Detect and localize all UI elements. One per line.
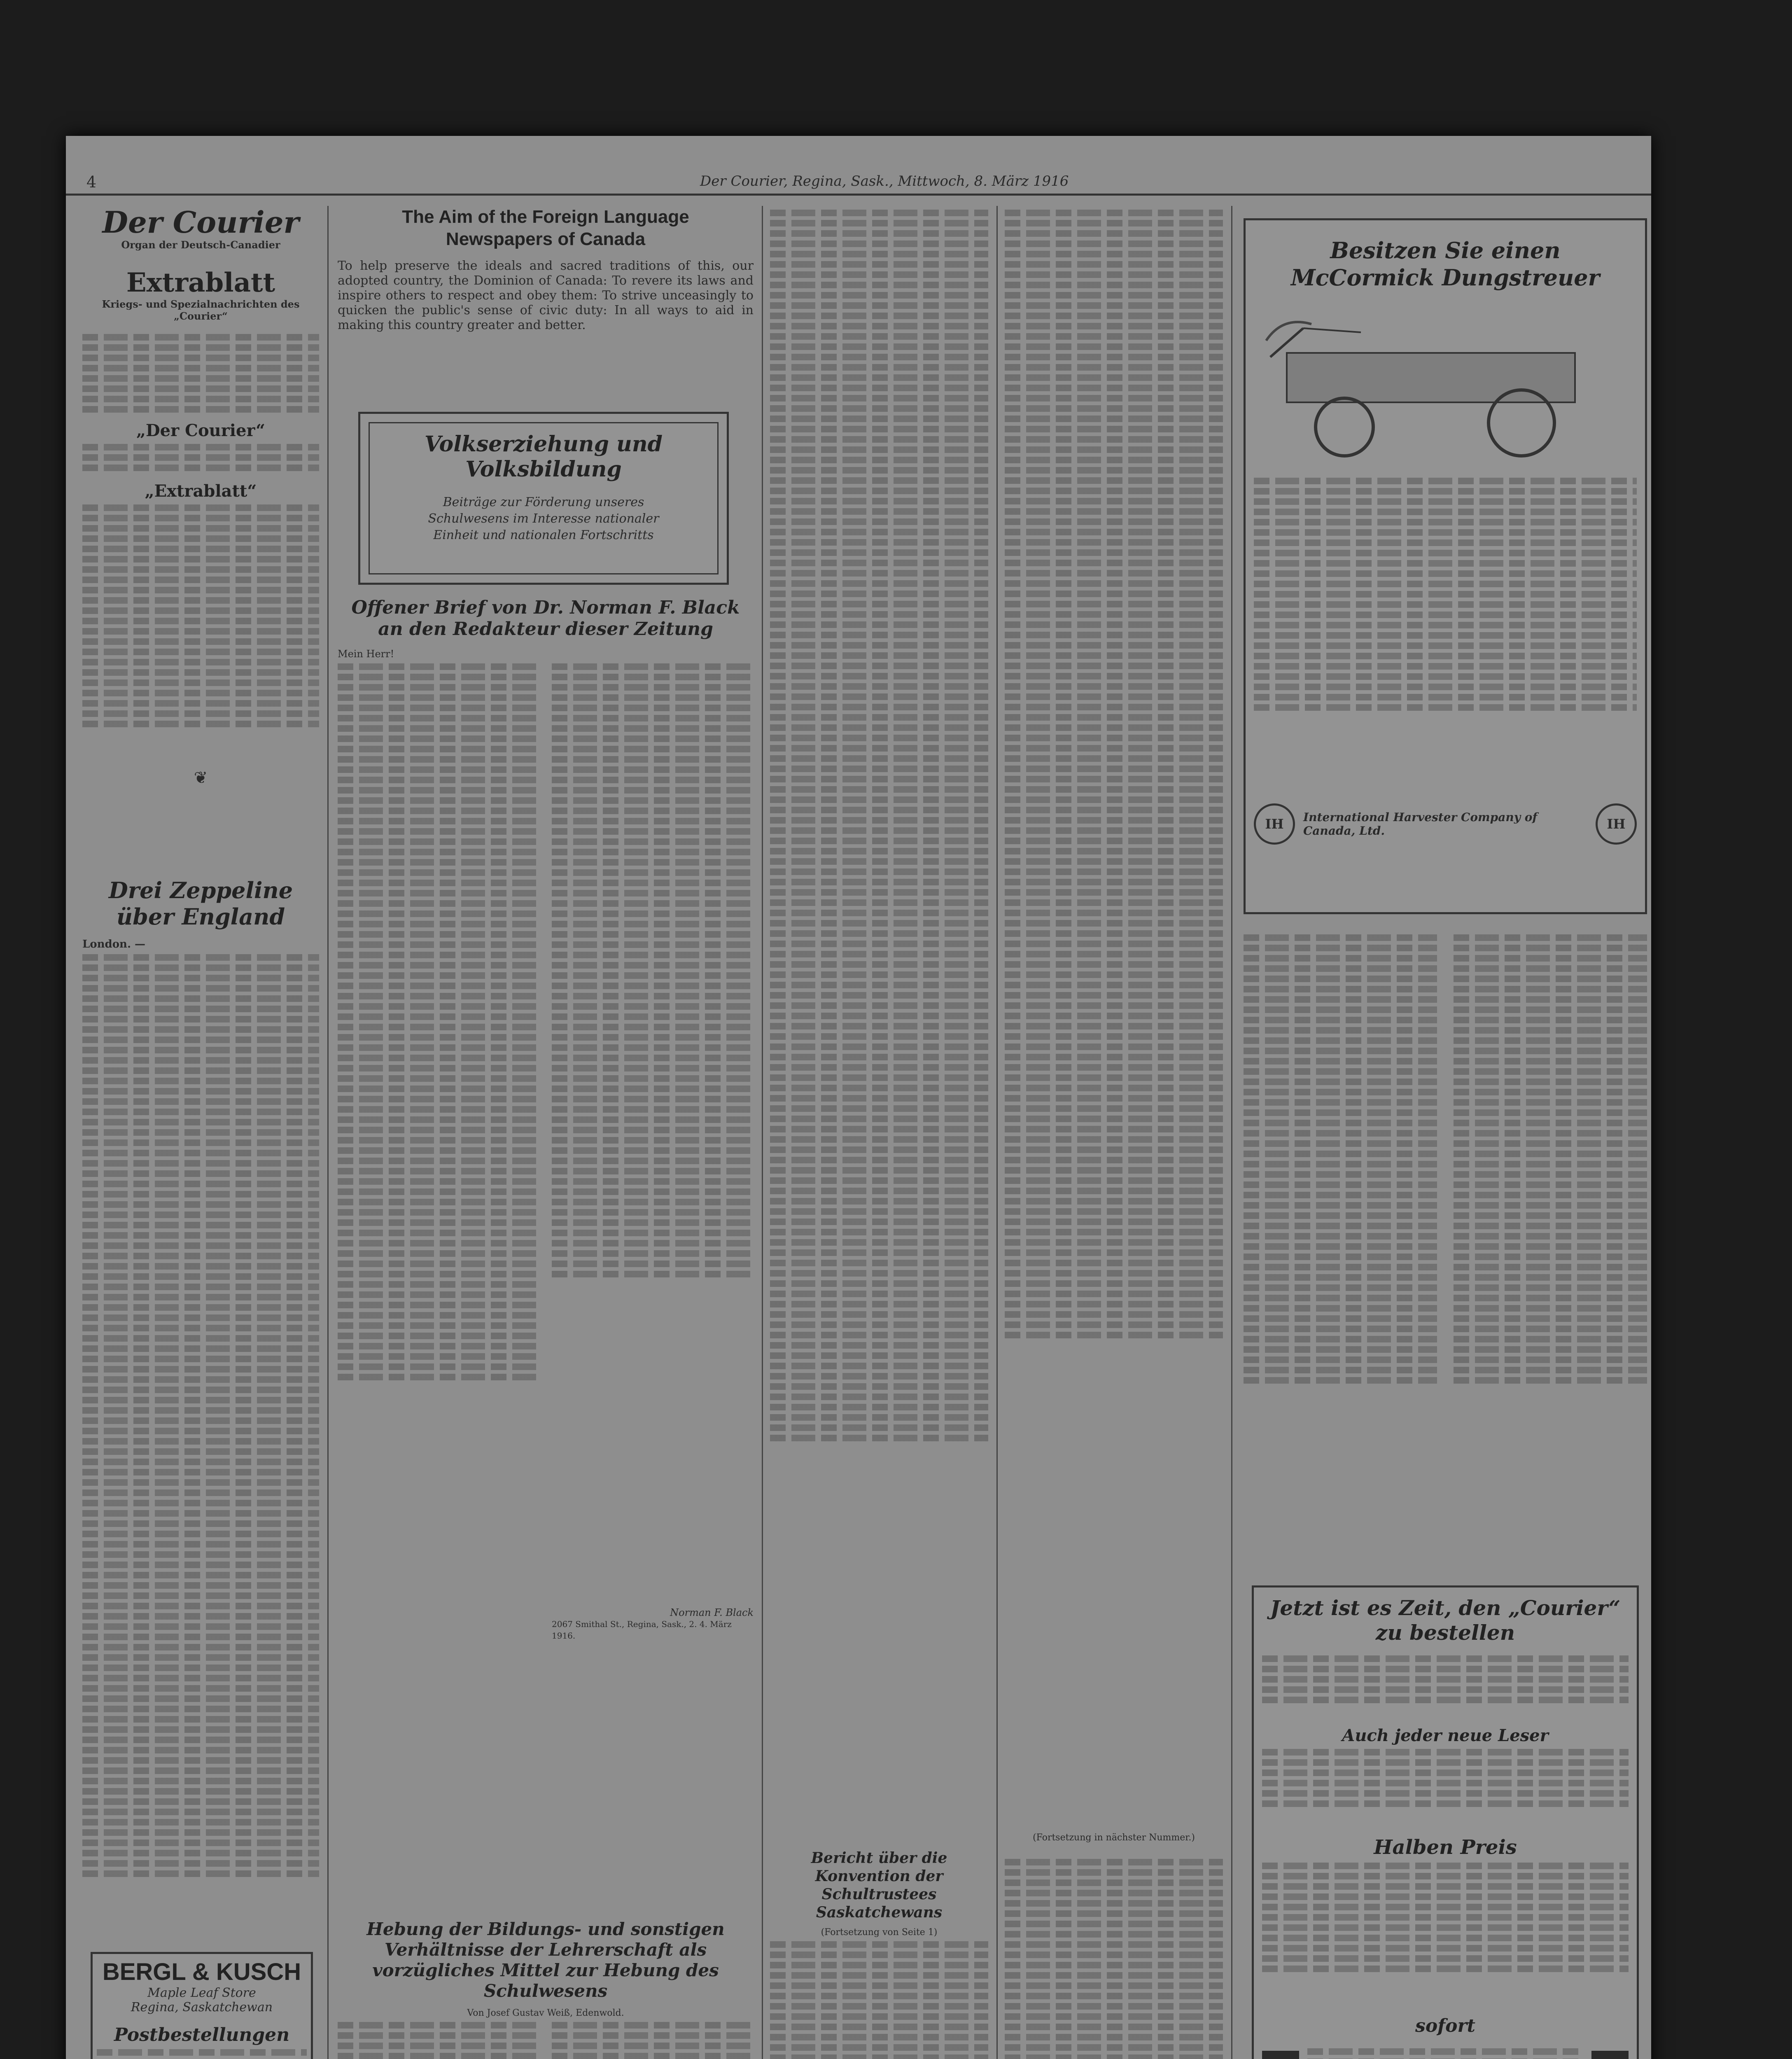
brief-title: Offener Brief von Dr. Norman F. Black an den Redakteur dieser Zeitung: [351, 597, 740, 640]
jetzt-sofort: sofort: [1415, 2015, 1475, 2036]
jetzt-text: [1262, 1859, 1629, 2015]
masthead-text: [82, 330, 319, 421]
page-header: [66, 169, 1651, 196]
zeppeline-title: Drei Zeppeline über England: [108, 877, 293, 930]
column-4: [1005, 206, 1223, 2059]
extrablatt-title-2: „Extrablatt“: [145, 481, 257, 501]
volkserziehung-box: [358, 412, 729, 585]
volks-title: Volkserziehung und Volksbildung: [424, 432, 663, 482]
konvention-title: Bericht über die Konvention der Schultrustees Saskatchewans: [811, 1849, 947, 1921]
masthead-title: Der Courier: [102, 205, 299, 240]
jetzt-halben: Halben Preis: [1374, 1836, 1517, 1859]
hebung-body-left: [338, 2018, 539, 2059]
column-5-body: [1244, 931, 1437, 1573]
konvention-body: [770, 1938, 988, 2059]
jetzt-text: [1262, 1652, 1629, 1726]
konvention-article: [770, 1849, 988, 2059]
zeppeline-body: [82, 950, 319, 1988]
dateline: Der Courier, Regina, Sask., Mittwoch, 8. März 1916: [700, 173, 1069, 189]
brief-body-left: [338, 660, 539, 1648]
zeppeline-article: [82, 877, 319, 1988]
column-4-text: [1005, 206, 1223, 1833]
column-3: [770, 206, 988, 1853]
column-6-text: [1454, 931, 1647, 1573]
bergl-city: Regina, Saskatchewan: [131, 2000, 273, 2015]
ornament: ❦: [194, 768, 208, 787]
aim-body: To help preserve the ideals and sacred traditions of this, our adopted country, the Dominion of Canada: To revere its laws and inspire others to respect and obey them: To strive unceasingly to quicken the public's sense of civic duty: In all ways to aid in making this country greater and better.: [338, 259, 754, 332]
hebung-title: Hebung der Bildungs- und sonstigen Verhältnisse der Lehrerschaft als vorzügliches Mittel zur Hebung des Schulwesens: [366, 1919, 725, 2001]
jetzt-title: Jetzt ist es Zeit, den „Courier“ zu bestellen: [1270, 1596, 1621, 1645]
column-5-text: [1244, 931, 1437, 1573]
extrablatt-subtitle: Kriegs- und Spezialnachrichten des „Courier“: [102, 298, 300, 322]
bergl-kusch-ad: [91, 1952, 313, 2059]
volks-body: Beiträge zur Förderung unseres Schulwesens im Interesse nationaler Einheit und nationalen Fortschritts: [428, 495, 659, 542]
bergl-text: [97, 2045, 307, 2059]
page-number: 4: [86, 173, 97, 191]
jetzt-text: [1262, 1745, 1629, 1836]
masthead: [82, 206, 319, 796]
jetzt-leser: Auch jeder neue Leser: [1342, 1726, 1549, 1745]
bergl-name: BERGL & KUSCH: [102, 1959, 301, 1985]
manure-spreader-illustration: [1254, 291, 1624, 464]
hebung-author: Von Josef Gustav Weiß, Edenwold.: [467, 2008, 624, 2018]
mccormick-company: International Harvester Company of Canada, Ltd.: [1303, 810, 1538, 838]
konvention-cont: (Fortsetzung von Seite 1): [821, 1927, 938, 1938]
column-rule: [327, 206, 329, 2059]
brief-sig-address: 2067 Smithal St., Regina, Sask., 2. 4. März 1916.: [552, 1619, 732, 1641]
mccormick-ad: [1244, 218, 1647, 914]
brief-salutation: Mein Herr!: [338, 648, 394, 660]
brief-signature: Norman F. Black: [670, 1607, 754, 1618]
bergl-store: Maple Leaf Store: [147, 1986, 256, 2000]
column-rule: [1231, 206, 1232, 2059]
black-block-icon: [1262, 2051, 1299, 2059]
column-3-text: [770, 206, 988, 1853]
jetzt-text: [1307, 2045, 1583, 2059]
mccormick-text: [1254, 474, 1637, 795]
jetzt-ad: [1252, 1585, 1639, 2059]
aim-title: The Aim of the Foreign Language Newspapers of Canada: [402, 207, 689, 249]
black-block-icon: [1591, 2051, 1629, 2059]
mccormick-title: Besitzen Sie einen McCormick Dungstreuer: [1290, 237, 1600, 291]
extrablatt-title: Extrablatt: [126, 267, 275, 298]
hebung-body-right: [552, 2018, 754, 2059]
ihc-logo-icon: IH: [1254, 803, 1295, 845]
hebung-article: [338, 1919, 754, 2059]
column-rule: [762, 206, 763, 2059]
courier-title-2: „Der Courier“: [136, 421, 265, 440]
brief-article: [338, 597, 754, 1648]
column-4-lower-text: [1005, 1855, 1223, 2059]
brief-body-right: [552, 660, 754, 1607]
zeppeline-dateline: London. —: [82, 938, 146, 950]
aim-article: [338, 206, 754, 333]
masthead-subtitle: Organ der Deutsch-Canadier: [121, 239, 280, 251]
ihc-logo-icon: IH: [1596, 803, 1637, 845]
fortsetzung-note: (Fortsetzung in nächster Nummer.): [1033, 1833, 1195, 1843]
column-rule: [996, 206, 998, 2059]
masthead-text: [82, 440, 319, 481]
column-6-body: [1454, 931, 1647, 1573]
masthead-text: [82, 501, 319, 760]
newspaper-page: [66, 136, 1651, 2059]
bergl-post: Postbestellungen: [114, 2024, 290, 2045]
